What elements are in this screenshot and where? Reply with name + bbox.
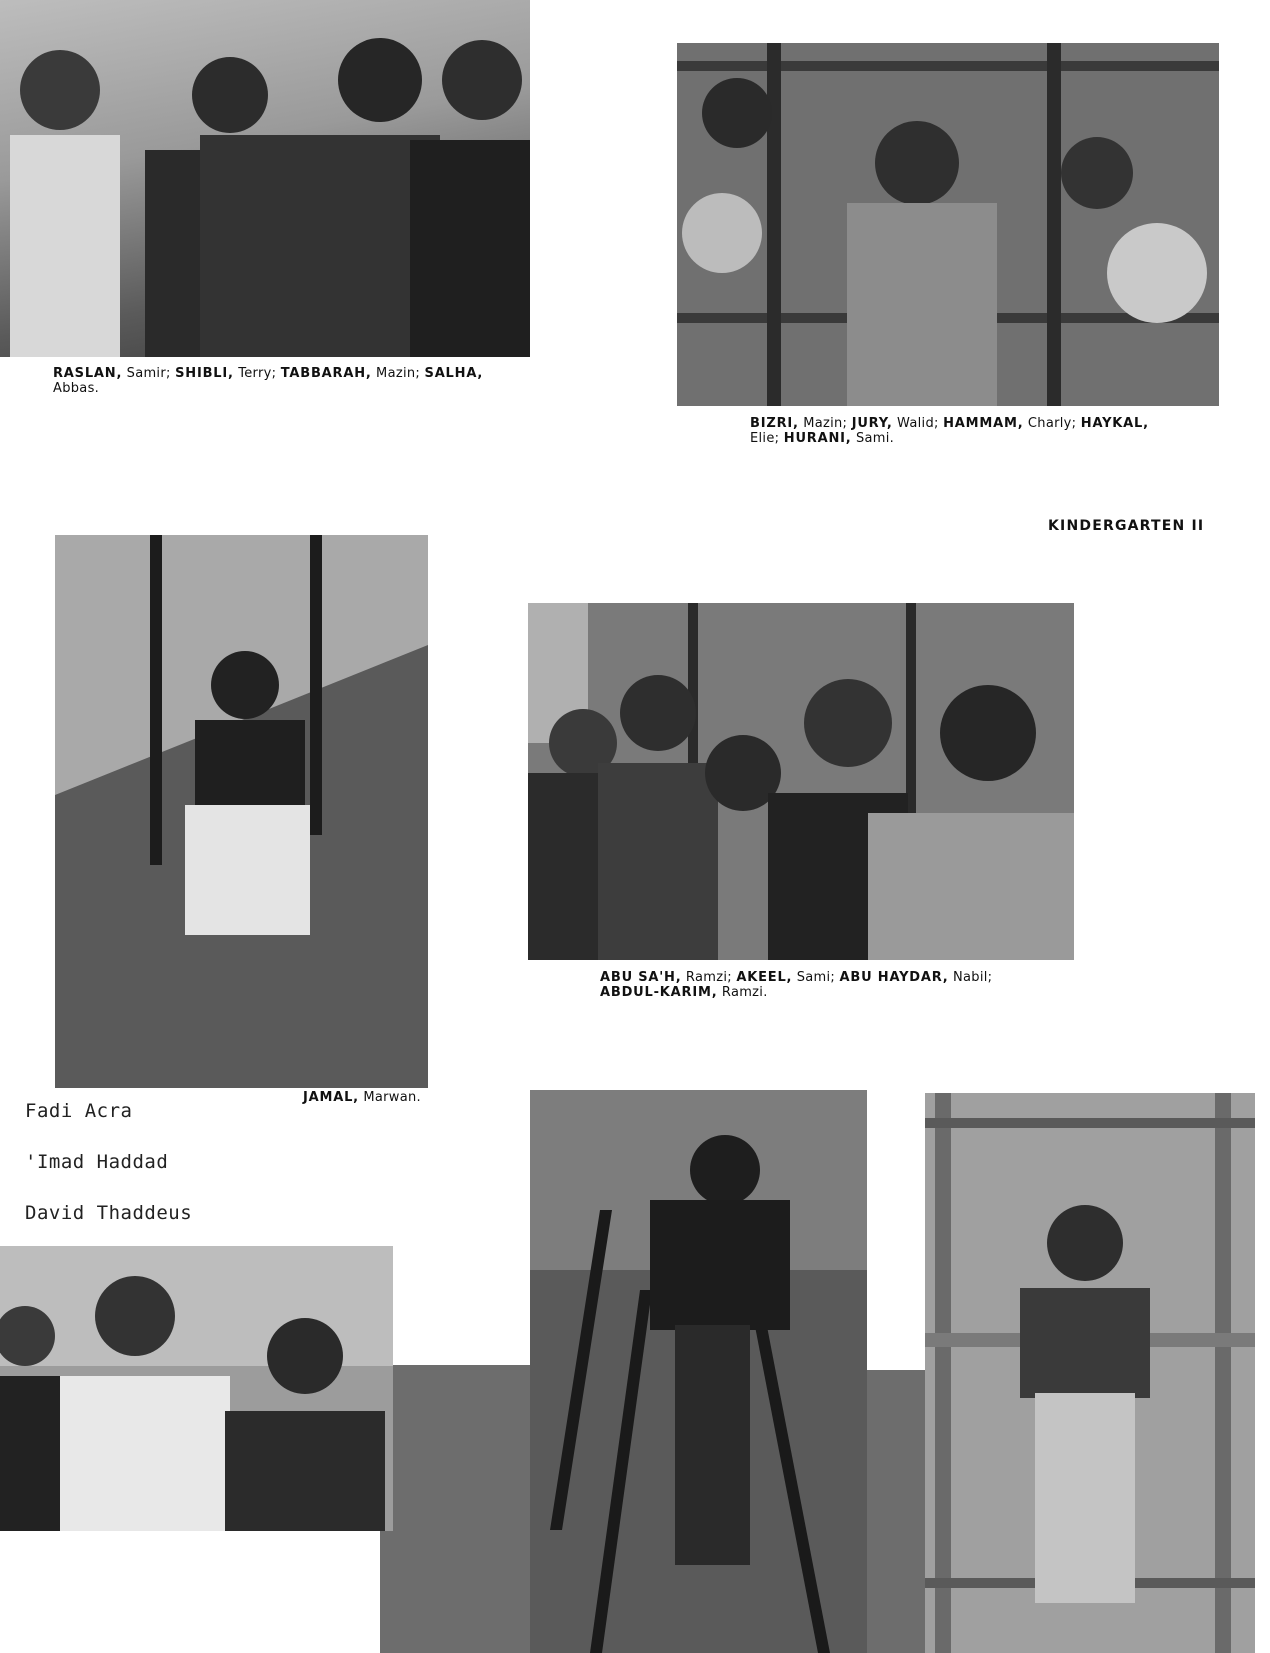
photo-boy-slide xyxy=(530,1090,867,1653)
typed-name-3: David Thaddeus xyxy=(25,1202,193,1224)
photo-group-raslan xyxy=(0,0,530,357)
photo-boy-climbing-frame xyxy=(925,1093,1255,1653)
caption-top-left: RASLAN, Samir; SHIBLI, Terry; TABBARAH, Mazin; SALHA, Abbas. xyxy=(53,366,484,396)
photo-group-abu-sah xyxy=(528,603,1074,960)
gray-backing-right xyxy=(860,1370,925,1653)
section-heading: KINDERGARTEN II xyxy=(1048,518,1205,534)
photo-group-bizri xyxy=(677,43,1219,406)
caption-middle-left: JAMAL, Marwan. xyxy=(303,1090,421,1105)
caption-middle-right: ABU SA'H, Ramzi; AKEEL, Sami; ABU HAYDAR, Nabil; ABDUL-KARIM, Ramzi. xyxy=(600,970,993,1000)
caption-top-right: BIZRI, Mazin; JURY, Walid; HAMMAM, Charly; HAYKAL, Elie; HURANI, Sami. xyxy=(750,416,1149,446)
gray-backing-left xyxy=(380,1365,530,1653)
typed-name-2: 'Imad Haddad xyxy=(25,1151,169,1173)
typed-name-1: Fadi Acra xyxy=(25,1100,133,1122)
photo-jamal-swing xyxy=(55,535,428,1088)
photo-trio-bottom-left xyxy=(0,1246,393,1531)
